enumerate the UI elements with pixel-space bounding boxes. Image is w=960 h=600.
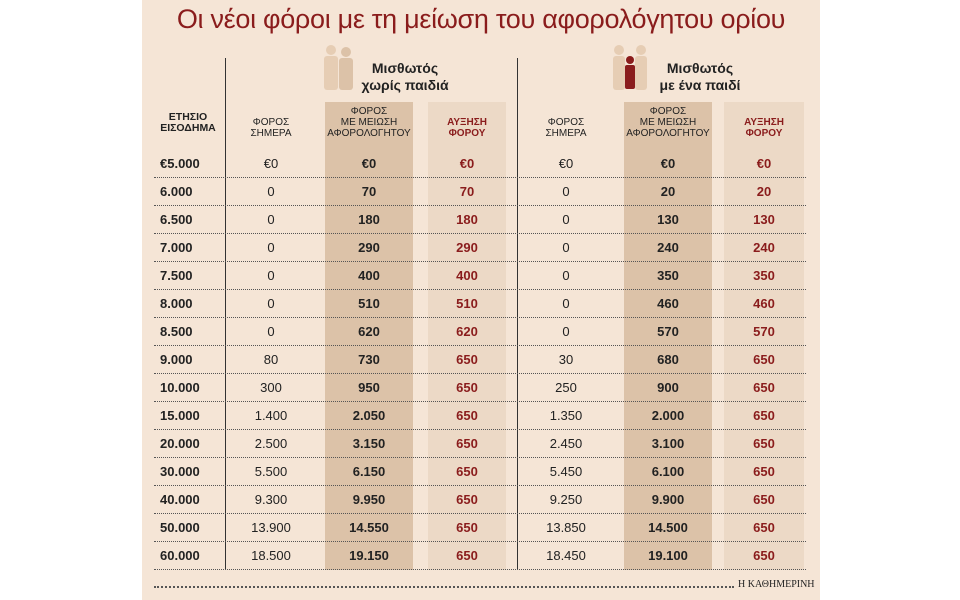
cell-g2-new: 570 [657, 324, 679, 339]
cell-g2-today: 250 [555, 380, 577, 395]
footer-dotted-line [154, 586, 734, 588]
table-row [154, 458, 806, 486]
cell-g2-today: 2.450 [549, 436, 583, 451]
header-g2-tax-reduced-line1: ΦΟΡΟΣ [649, 106, 687, 117]
cell-g2-today: 0 [562, 324, 570, 339]
cell-g1-today: 0 [267, 324, 275, 339]
header-g2-tax-reduced-line3: ΑΦΟΡΟΛΟΓΗΤΟΥ [626, 128, 710, 139]
table-row [154, 150, 806, 178]
cell-g1-today: 9.300 [254, 492, 288, 507]
header-g2-increase-line2: ΦΟΡΟΥ [745, 128, 783, 139]
header-income-line1: ΕΤΗΣΙΟ [168, 111, 208, 123]
header-g2-tax-today-line1: ΦΟΡΟΣ [547, 117, 585, 128]
cell-g1-today: €0 [263, 156, 279, 171]
header-g1-tax-today-line1: ΦΟΡΟΣ [252, 117, 290, 128]
header-g2-tax-today-line2: ΣΗΜΕΡΑ [545, 128, 587, 139]
cell-g2-today: 0 [562, 184, 570, 199]
header-g1-tax-today [236, 117, 306, 139]
group2-label-line2: με ένα παιδί [659, 77, 741, 93]
cell-g2-new: 20 [660, 184, 676, 199]
table-row [154, 542, 806, 570]
cell-g2-today: 30 [558, 352, 574, 367]
cell-g1-inc: 650 [456, 548, 478, 563]
group2-label-line1: Μισθωτός [666, 60, 734, 76]
header-g2-increase-line1: ΑΥΞΗΣΗ [744, 117, 784, 128]
cell-g2-inc: 130 [753, 212, 775, 227]
cell-g1-inc: 650 [456, 520, 478, 535]
cell-g1-new: 510 [358, 296, 380, 311]
cell-g1-new: 2.050 [352, 408, 386, 423]
cell-g2-today: €0 [558, 156, 574, 171]
cell-g1-inc: €0 [459, 156, 475, 171]
cell-g1-today: 1.400 [254, 408, 288, 423]
cell-g2-today: 0 [562, 240, 570, 255]
two-adults-icon [318, 42, 358, 103]
header-g1-increase-line1: ΑΥΞΗΣΗ [447, 117, 487, 128]
cell-g1-new: 400 [358, 268, 380, 283]
cell-g1-today: 0 [267, 296, 275, 311]
group1-label-line1: Μισθωτός [371, 60, 439, 76]
header-income-line2: ΕΙΣΟΔΗΜΑ [160, 122, 216, 134]
cell-g1-inc: 650 [456, 464, 478, 479]
table-row [154, 374, 806, 402]
cell-g1-inc: 620 [456, 324, 478, 339]
cell-g2-new: 900 [657, 380, 679, 395]
cell-income: 7.000 [160, 240, 193, 255]
header-g2-tax-today [531, 117, 601, 139]
cell-g1-inc: 650 [456, 408, 478, 423]
cell-income: 30.000 [160, 464, 200, 479]
cell-g1-new: 180 [358, 212, 380, 227]
cell-g2-today: 13.850 [546, 520, 586, 535]
cell-g1-today: 80 [263, 352, 279, 367]
cell-g2-inc: 650 [753, 408, 775, 423]
cell-g2-new: 680 [657, 352, 679, 367]
cell-g1-new: €0 [361, 156, 377, 171]
cell-g2-new: 19.100 [648, 548, 688, 563]
cell-g2-inc: 650 [753, 436, 775, 451]
table-row [154, 430, 806, 458]
cell-income: 6.500 [160, 212, 193, 227]
cell-g2-new: 6.100 [651, 464, 685, 479]
cell-g1-new: 620 [358, 324, 380, 339]
header-income [154, 112, 222, 134]
cell-income: €5.000 [160, 156, 200, 171]
cell-g2-today: 9.250 [549, 492, 583, 507]
header-g1-tax-reduced-line2: ΜΕ ΜΕΙΩΣΗ [340, 117, 398, 128]
cell-g2-inc: €0 [756, 156, 772, 171]
cell-g1-new: 3.150 [352, 436, 386, 451]
cell-income: 60.000 [160, 548, 200, 563]
cell-g2-today: 1.350 [549, 408, 583, 423]
cell-g1-inc: 650 [456, 492, 478, 507]
cell-g1-new: 19.150 [349, 548, 389, 563]
cell-income: 6.000 [160, 184, 193, 199]
cell-g2-inc: 460 [753, 296, 775, 311]
cell-g2-inc: 650 [753, 380, 775, 395]
cell-g1-new: 950 [358, 380, 380, 395]
cell-g1-today: 5.500 [254, 464, 288, 479]
table-row [154, 262, 806, 290]
cell-g2-new: 9.900 [651, 492, 685, 507]
header-g1-tax-today-line2: ΣΗΜΕΡΑ [250, 128, 292, 139]
cell-g2-today: 18.450 [546, 548, 586, 563]
cell-g2-new: 460 [657, 296, 679, 311]
table-row [154, 346, 806, 374]
cell-g2-inc: 570 [753, 324, 775, 339]
cell-g1-today: 0 [267, 240, 275, 255]
cell-income: 9.000 [160, 352, 193, 367]
cell-income: 8.500 [160, 324, 193, 339]
cell-g1-inc: 290 [456, 240, 478, 255]
table-row [154, 206, 806, 234]
group1-label-line2: χωρίς παιδιά [361, 77, 449, 93]
cell-g2-new: 350 [657, 268, 679, 283]
header-g1-increase [428, 117, 506, 139]
cell-g1-today: 0 [267, 268, 275, 283]
cell-g1-today: 0 [267, 212, 275, 227]
cell-g1-new: 730 [358, 352, 380, 367]
cell-g2-new: 240 [657, 240, 679, 255]
cell-g2-inc: 650 [753, 352, 775, 367]
cell-g2-inc: 650 [753, 492, 775, 507]
publisher-credit: Η ΚΑΘΗΜΕΡΙΝΗ [738, 579, 815, 590]
cell-g2-inc: 650 [753, 464, 775, 479]
header-g1-tax-reduced-line3: ΑΦΟΡΟΛΟΓΗΤΟΥ [327, 128, 411, 139]
cell-g2-today: 0 [562, 268, 570, 283]
table-row [154, 234, 806, 262]
cell-g2-inc: 240 [753, 240, 775, 255]
table-row [154, 402, 806, 430]
cell-g2-today: 0 [562, 212, 570, 227]
group-label-one-child [650, 60, 750, 94]
cell-g1-new: 6.150 [352, 464, 386, 479]
family-with-child-icon [610, 42, 650, 103]
cell-income: 50.000 [160, 520, 200, 535]
cell-income: 40.000 [160, 492, 200, 507]
cell-g1-today: 2.500 [254, 436, 288, 451]
cell-g1-inc: 180 [456, 212, 478, 227]
header-g1-increase-line2: ΦΟΡΟΥ [448, 128, 486, 139]
cell-income: 8.000 [160, 296, 193, 311]
cell-g2-inc: 20 [756, 184, 772, 199]
cell-g2-new: 14.500 [648, 520, 688, 535]
cell-g1-new: 9.950 [352, 492, 386, 507]
table-row [154, 178, 806, 206]
table-row [154, 486, 806, 514]
cell-g2-new: 2.000 [651, 408, 685, 423]
cell-g1-inc: 510 [456, 296, 478, 311]
cell-income: 15.000 [160, 408, 200, 423]
cell-income: 7.500 [160, 268, 193, 283]
row-divider [154, 569, 806, 570]
cell-g2-inc: 650 [753, 548, 775, 563]
cell-g1-new: 70 [361, 184, 377, 199]
group-label-no-children [355, 60, 455, 94]
cell-g1-inc: 650 [456, 352, 478, 367]
cell-g2-inc: 350 [753, 268, 775, 283]
cell-g1-today: 300 [260, 380, 282, 395]
cell-g2-today: 5.450 [549, 464, 583, 479]
cell-g2-new: €0 [660, 156, 676, 171]
cell-g1-inc: 400 [456, 268, 478, 283]
cell-income: 20.000 [160, 436, 200, 451]
cell-g2-new: 130 [657, 212, 679, 227]
header-g1-tax-reduced [323, 106, 415, 139]
cell-income: 10.000 [160, 380, 200, 395]
header-g2-tax-reduced [622, 106, 714, 139]
cell-g1-inc: 650 [456, 380, 478, 395]
table-row [154, 290, 806, 318]
infographic-title: Οι νέοι φόροι με τη μείωση του αφορολόγητου ορίου [176, 4, 786, 34]
header-g2-tax-reduced-line2: ΜΕ ΜΕΙΩΣΗ [639, 117, 697, 128]
header-g1-tax-reduced-line1: ΦΟΡΟΣ [350, 106, 388, 117]
header-g2-increase [724, 117, 804, 139]
cell-g1-new: 290 [358, 240, 380, 255]
cell-g1-today: 0 [267, 184, 275, 199]
cell-g2-today: 0 [562, 296, 570, 311]
cell-g1-new: 14.550 [349, 520, 389, 535]
cell-g2-inc: 650 [753, 520, 775, 535]
cell-g1-today: 13.900 [251, 520, 291, 535]
table-row [154, 514, 806, 542]
cell-g1-inc: 70 [459, 184, 475, 199]
cell-g1-today: 18.500 [251, 548, 291, 563]
cell-g1-inc: 650 [456, 436, 478, 451]
table-row [154, 318, 806, 346]
cell-g2-new: 3.100 [651, 436, 685, 451]
